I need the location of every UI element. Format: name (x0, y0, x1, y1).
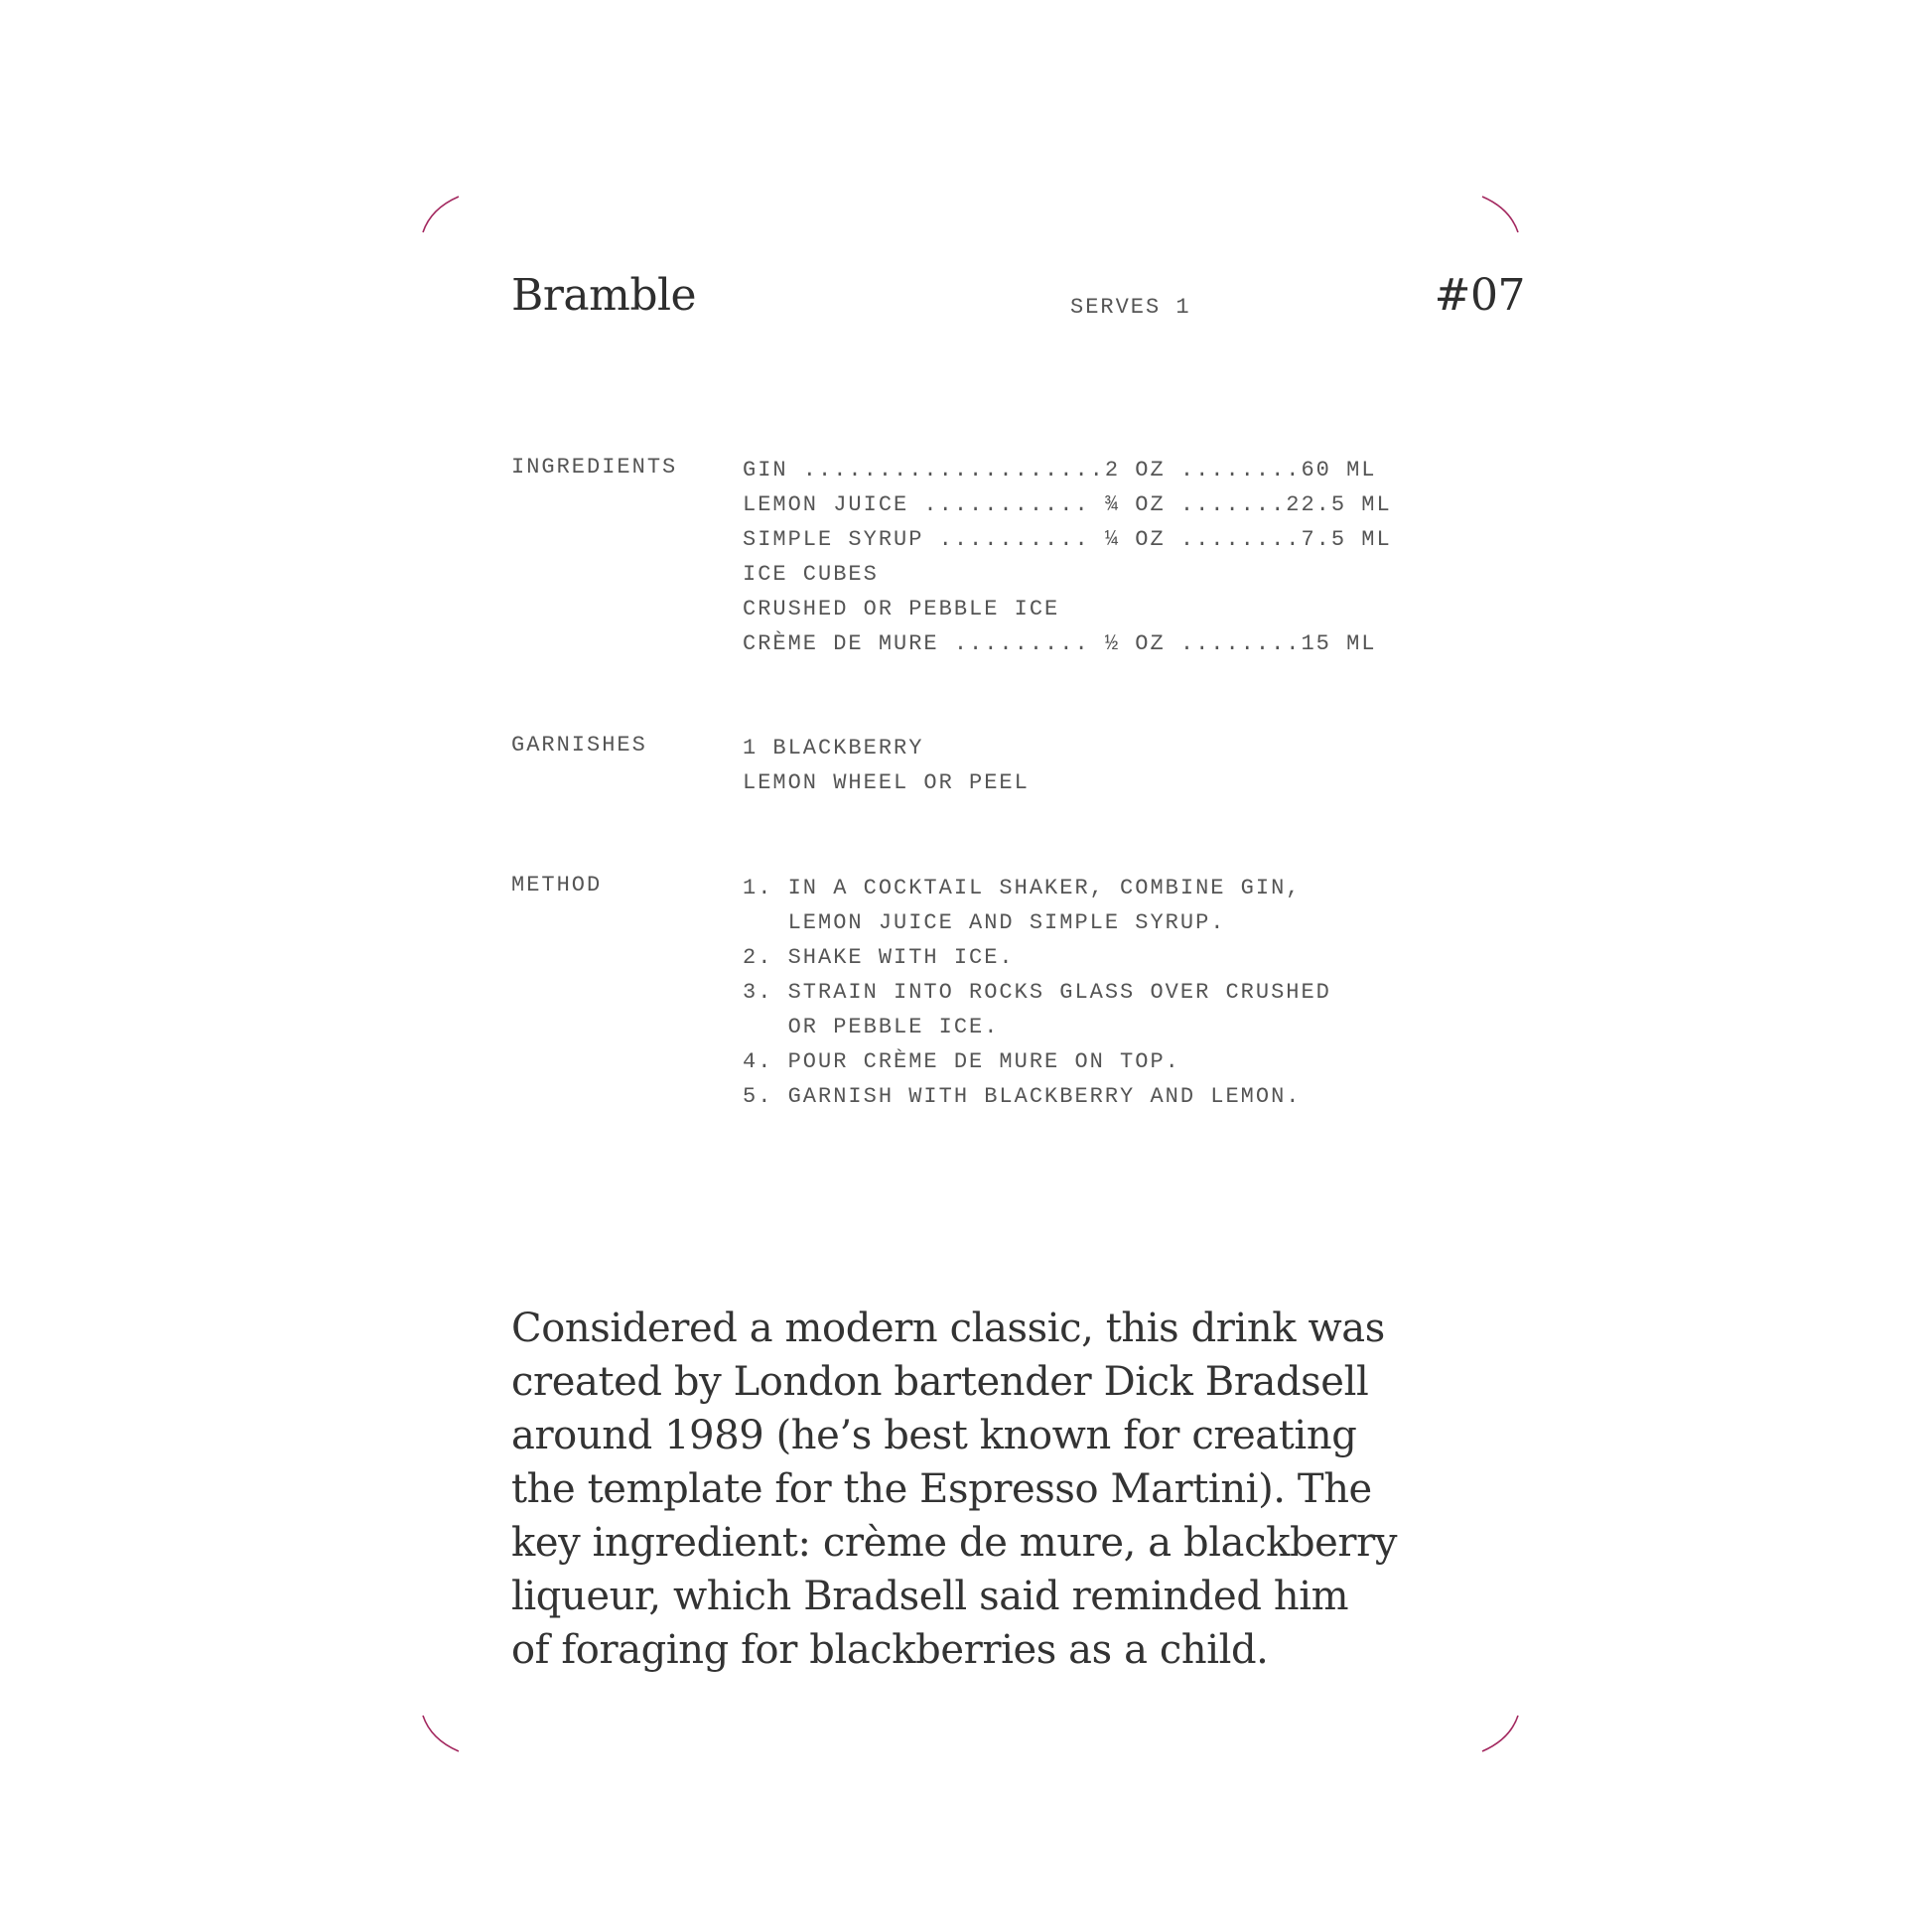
ingredient-item: CRÈME DE MURE ......... ½ OZ ........15 ML (743, 631, 1377, 656)
recipe-number: #07 (1434, 270, 1525, 321)
description-line: Considered a modern classic, this drink was (511, 1306, 1385, 1351)
ingredient-item: GIN ....................2 OZ ........60 ML (743, 458, 1377, 483)
method-line: 5. GARNISH WITH BLACKBERRY AND LEMON. (743, 1084, 1302, 1109)
description-line: liqueur, which Bradsell said reminded him (511, 1574, 1349, 1619)
method-line: 1. IN A COCKTAIL SHAKER, COMBINE GIN, (743, 876, 1302, 900)
method-line: LEMON JUICE AND SIMPLE SYRUP. (743, 910, 1226, 935)
description-line: the template for the Espresso Martini). The (511, 1466, 1372, 1512)
corner-mark-top-right (1480, 195, 1520, 234)
ingredients-label: INGREDIENTS (511, 455, 678, 480)
ingredient-item: SIMPLE SYRUP .......... ¼ OZ ........7.5 ML (743, 527, 1392, 552)
description-line: created by London bartender Dick Bradsell (511, 1359, 1369, 1405)
method-line: OR PEBBLE ICE. (743, 1015, 1000, 1039)
ingredient-item: ICE CUBES (743, 562, 879, 587)
garnish-item: LEMON WHEEL OR PEEL (743, 770, 1030, 795)
method-line: 4. POUR CRÈME DE MURE ON TOP. (743, 1049, 1180, 1074)
garnishes-list (743, 731, 1527, 800)
ingredients-list (743, 453, 1527, 661)
description-line: key ingredient: crème de mure, a blackberry (511, 1520, 1398, 1566)
method-label: METHOD (511, 873, 603, 897)
corner-mark-bottom-left (421, 1714, 461, 1753)
description-line: around 1989 (he’s best known for creating (511, 1413, 1357, 1458)
serves-label: SERVES 1 (1070, 295, 1191, 320)
recipe-description (511, 1302, 1464, 1677)
method-line: 3. STRAIN INTO ROCKS GLASS OVER CRUSHED (743, 980, 1331, 1005)
corner-mark-bottom-right (1480, 1714, 1520, 1753)
method-line: 2. SHAKE WITH ICE. (743, 945, 1015, 970)
ingredient-item: CRUSHED OR PEBBLE ICE (743, 597, 1060, 621)
description-line: of foraging for blackberries as a child. (511, 1627, 1269, 1673)
method-steps (743, 871, 1527, 1114)
recipe-title: Bramble (511, 270, 697, 321)
corner-mark-top-left (421, 195, 461, 234)
ingredient-item: LEMON JUICE ........... ¾ OZ .......22.5 ML (743, 492, 1392, 517)
garnish-item: 1 BLACKBERRY (743, 736, 924, 760)
garnishes-label: GARNISHES (511, 733, 647, 758)
